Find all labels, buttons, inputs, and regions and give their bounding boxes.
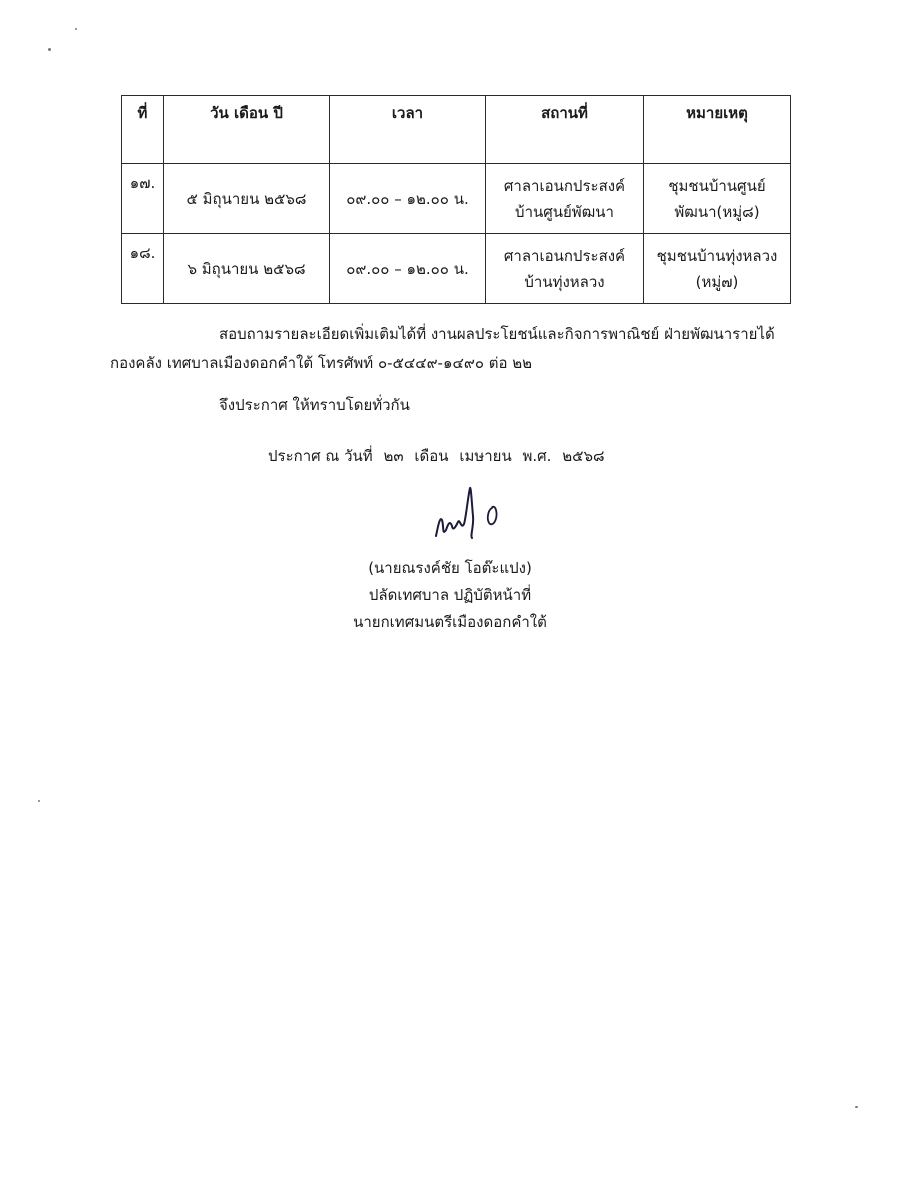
row-no: ๑๘.: [122, 234, 164, 304]
header-place: สถานที่: [486, 96, 644, 164]
header-date: วัน เดือน ปี: [164, 96, 330, 164]
announce-year: ๒๕๖๘: [562, 447, 605, 465]
inquiry-line1: สอบถามรายละเอียดเพิ่มเติมได้ที่ งานผลประโยชน์และกิจการพาณิชย์ ฝ่ายพัฒนารายได้: [219, 325, 775, 343]
announcement-date-line: [268, 444, 611, 468]
signature-block: [330, 555, 570, 636]
scan-speck: [38, 800, 40, 802]
announce-month-label: เดือน: [414, 447, 449, 465]
scan-speck: [48, 48, 51, 51]
place-line1: ศาลาเอนกประสงค์: [503, 246, 626, 265]
header-note: หมายเหตุ: [644, 96, 791, 164]
row-time: ๐๙.๐๐ – ๑๒.๐๐ น.: [330, 164, 486, 234]
signer-position: ปลัดเทศบาล ปฏิบัติหน้าที่: [368, 586, 532, 604]
row-place: [486, 164, 644, 234]
row-date: ๖ มิถุนายน ๒๕๖๘: [164, 234, 330, 304]
announce-year-label: พ.ศ.: [522, 447, 552, 465]
scan-speck: [855, 1106, 858, 1108]
announce-prefix: ประกาศ ณ วันที่: [268, 447, 373, 465]
row-place: [486, 234, 644, 304]
table-row: [122, 164, 791, 234]
row-time: ๐๙.๐๐ – ๑๒.๐๐ น.: [330, 234, 486, 304]
signer-name: (นายณรงค์ชัย โอต๊ะแปง): [368, 559, 532, 577]
note-line2: (หมู่๗): [695, 272, 739, 291]
handwritten-signature: [430, 486, 510, 546]
row-no: ๑๗.: [122, 164, 164, 234]
announce-day: ๒๓: [383, 447, 404, 465]
schedule-table: [121, 95, 791, 304]
row-note: [644, 234, 791, 304]
table-header-row: [122, 96, 791, 164]
place-line1: ศาลาเอนกประสงค์: [503, 176, 626, 195]
header-no: ที่: [122, 96, 164, 164]
row-note: [644, 164, 791, 234]
closing-statement: จึงประกาศ ให้ทราบโดยทั่วกัน: [219, 396, 410, 414]
row-date: ๕ มิถุนายน ๒๕๖๘: [164, 164, 330, 234]
header-time: เวลา: [330, 96, 486, 164]
note-line1: ชุมชนบ้านศูนย์: [668, 176, 766, 195]
inquiry-line2: กองคลัง เทศบาลเมืองดอกคำใต้ โทรศัพท์ ๐-๕๔๔๙-๑๔๙๐ ต่อ ๒๒: [110, 354, 533, 372]
place-line2: บ้านทุ่งหลวง: [524, 272, 605, 291]
note-line1: ชุมชนบ้านทุ่งหลวง: [656, 246, 778, 265]
table-row: [122, 234, 791, 304]
note-line2: พัฒนา(หมู่๘): [674, 202, 760, 221]
scan-speck: [75, 28, 77, 30]
announce-month: เมษายน: [459, 447, 512, 465]
place-line2: บ้านศูนย์พัฒนา: [515, 202, 614, 221]
signer-acting-position: นายกเทศมนตรีเมืองดอกคำใต้: [353, 613, 547, 631]
